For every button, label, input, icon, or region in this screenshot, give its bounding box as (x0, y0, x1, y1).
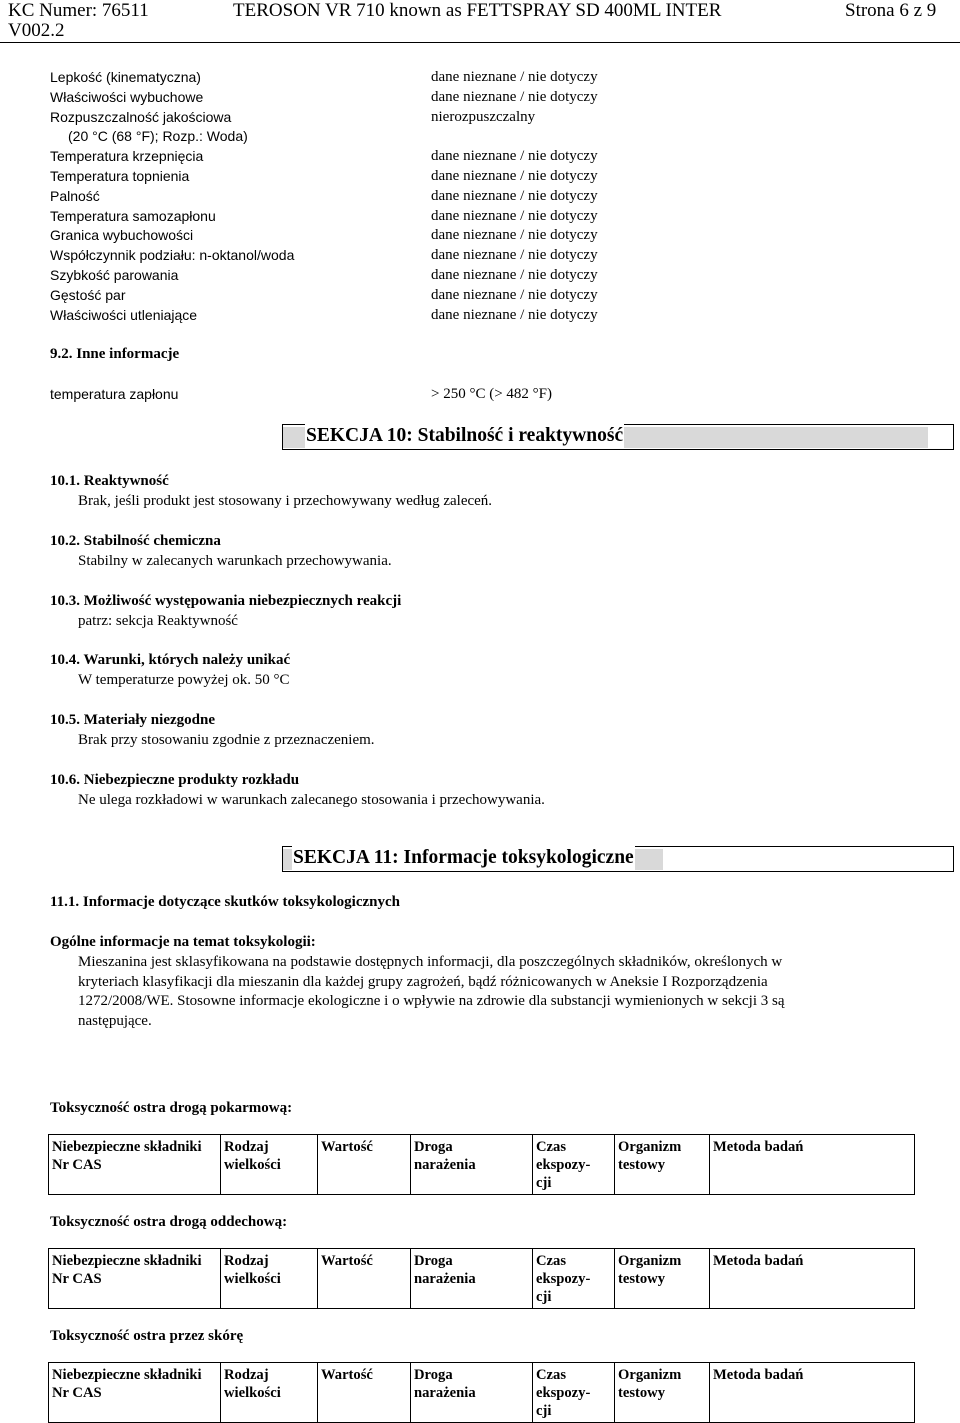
property-value: dane nieznane / nie dotyczy (431, 207, 598, 224)
paragraph-line: kryteriach klasyfikacji dla mieszanin dla każdej grupy zagrożeń, bądź różnicowanych w Aneksie I Rozporządzenia (78, 973, 768, 990)
document-title: TEROSON VR 710 known as FETTSPRAY SD 400ML INTER (233, 0, 722, 21)
property-value: dane nieznane / nie dotyczy (431, 267, 598, 283)
paragraph-line: następujące. (78, 1012, 152, 1029)
property-label: Właściwości utleniające (50, 306, 198, 323)
paragraph-line: Mieszanina jest sklasyfikowana na podstawie dostępnych informacji, dla poszczególnych składników, określonych w (78, 954, 783, 970)
page-header (0, 0, 960, 43)
property-label: Szybkość parowania (50, 267, 179, 283)
subsection-heading: 10.1. Reaktywność (50, 473, 169, 489)
property-value: nierozpuszczalny (431, 108, 536, 125)
table-header-row (49, 1135, 915, 1195)
property-label: Temperatura samozapłonu (50, 207, 216, 224)
property-value: dane nieznane / nie dotyczy (431, 148, 598, 165)
section-10-banner (282, 424, 954, 450)
section-9-2-heading: 9.2. Inne informacje (50, 346, 180, 362)
page-number: Strona 6 z 9 (845, 0, 937, 21)
subsection-text: W temperaturze powyżej ok. 50 °C (78, 672, 290, 689)
column-header: Rodzaj wielkości (221, 1249, 318, 1309)
toxicity-table (48, 1248, 915, 1309)
property-value: dane nieznane / nie dotyczy (431, 286, 598, 303)
section-11-banner (282, 846, 954, 872)
column-header: Czas ekspozy- cji (533, 1249, 615, 1309)
column-header: Organizm testowy (615, 1135, 710, 1195)
property-label: Temperatura krzepnięcia (50, 148, 204, 165)
column-header: Droga narażenia (411, 1135, 533, 1195)
column-header: Metoda badań (710, 1249, 915, 1309)
property-label: Właściwości wybuchowe (50, 88, 204, 105)
column-header: Organizm testowy (615, 1363, 710, 1423)
subsection-heading: 10.2. Stabilność chemiczna (50, 532, 221, 549)
property-label: Gęstość par (50, 286, 126, 303)
property-label: Temperatura topnienia (50, 168, 190, 184)
property-value: dane nieznane / nie dotyczy (431, 227, 598, 244)
property-value: dane nieznane / nie dotyczy (431, 187, 598, 204)
column-header: Niebezpieczne składniki Nr CAS (49, 1135, 221, 1195)
column-header: Rodzaj wielkości (221, 1135, 318, 1195)
property-value: dane nieznane / nie dotyczy (431, 247, 598, 264)
column-header: Wartość (318, 1363, 411, 1423)
section-10-title: SEKCJA 10: Stabilność i reaktywność (306, 425, 624, 446)
property-label: (20 °C (68 °F); Rozp.: Woda) (68, 128, 248, 145)
property-label: Współczynnik podziału: n-oktanol/woda (50, 247, 295, 264)
subsection-text: Stabilny w zalecanych warunkach przechowywania. (78, 552, 392, 569)
subsection-text: patrz: sekcja Reaktywność (78, 612, 238, 629)
subsection-heading: 10.5. Materiały niezgodne (50, 712, 215, 729)
table-caption: Toksyczność ostra drogą oddechową: (50, 1214, 288, 1230)
column-header: Organizm testowy (615, 1249, 710, 1309)
flash-point-value: > 250 °C (> 482 °F) (431, 386, 553, 402)
column-header: Wartość (318, 1135, 411, 1195)
table-caption: Toksyczność ostra drogą pokarmową: (50, 1100, 293, 1116)
column-header: Droga narażenia (411, 1363, 533, 1423)
column-header: Wartość (318, 1249, 411, 1309)
subsection-heading: 10.6. Niebezpieczne produkty rozkładu (50, 772, 300, 788)
toxicity-table (48, 1134, 915, 1195)
table-caption: Toksyczność ostra przez skórę (50, 1328, 244, 1344)
property-label: Lepkość (kinematyczna) (50, 69, 201, 85)
table-header-row (49, 1249, 915, 1309)
column-header: Czas ekspozy- cji (533, 1363, 615, 1423)
flash-point-label: temperatura zapłonu (50, 386, 179, 402)
paragraph-line: 1272/2008/WE. Stosowne informacje ekologiczne i o wpływie na zdrowie dla substancji wymienionych w sekcji 3 są (78, 993, 785, 1009)
column-header: Niebezpieczne składniki Nr CAS (49, 1249, 221, 1309)
section-11-title: SEKCJA 11: Informacje toksykologiczne (293, 847, 634, 868)
property-label: Palność (50, 187, 100, 204)
subsection-text: Brak, jeśli produkt jest stosowany i przechowywany według zaleceń. (78, 493, 493, 509)
property-value: dane nieznane / nie dotyczy (431, 88, 598, 105)
version: V002.2 (8, 20, 65, 41)
column-header: Droga narażenia (411, 1249, 533, 1309)
property-value: dane nieznane / nie dotyczy (431, 69, 598, 85)
table-header-row (49, 1363, 915, 1423)
subsection-heading: 10.4. Warunki, których należy unikać (50, 652, 291, 669)
section-11-1-heading: 11.1. Informacje dotyczące skutków toksykologicznych (50, 894, 400, 910)
toxicity-table (48, 1362, 915, 1423)
subsection-heading: 10.3. Możliwość występowania niebezpiecznych reakcji (50, 592, 402, 609)
column-header: Czas ekspozy- cji (533, 1135, 615, 1195)
subsection-text: Brak przy stosowaniu zgodnie z przeznaczeniem. (78, 732, 375, 749)
property-value: dane nieznane / nie dotyczy (431, 168, 598, 184)
general-toxicology-heading: Ogólne informacje na temat toksykologii: (50, 934, 316, 950)
property-label: Granica wybuchowości (50, 227, 194, 244)
column-header: Metoda badań (710, 1363, 915, 1423)
subsection-text: Ne ulega rozkładowi w warunkach zalecanego stosowania i przechowywania. (78, 792, 545, 808)
column-header: Rodzaj wielkości (221, 1363, 318, 1423)
column-header: Niebezpieczne składniki Nr CAS (49, 1363, 221, 1423)
property-label: Rozpuszczalność jakościowa (50, 108, 232, 125)
property-value: dane nieznane / nie dotyczy (431, 306, 598, 323)
column-header: Metoda badań (710, 1135, 915, 1195)
kc-number: KC Numer: 76511 (8, 0, 149, 21)
